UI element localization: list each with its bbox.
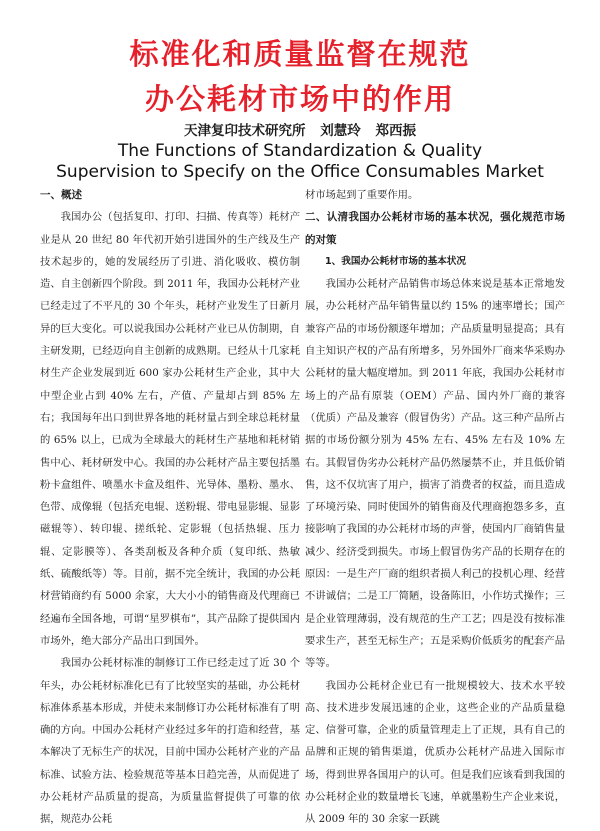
paragraph: 我国办公耗材标准的制修订工作已经走过了近 30 个年头，办公耗材标准化已有了比较坚实的基础，办公耗材标准体系基本形成，并使未来制修订办公耗材标准有了明确的方向。中国办公耗材产业经过多年的打造和经营，基本解决了无标生产的状况，目前中国办公耗材产业的产品标准、试验方法、检验规范等基本日趋完善，从而促进了办公耗材产品质量的提高，为质量监督提供了可靠的依据，规范办公耗	[40, 657, 300, 826]
paragraph-continuation: 材市场起到了重要作用。	[305, 189, 419, 201]
title-line-2: 办公耗材市场中的作用	[144, 82, 455, 116]
subsection-heading: 1、我国办公耗材市场的基本状况	[325, 255, 466, 267]
title-line-1: 标准化和质量监督在规范	[129, 37, 471, 71]
institute: 天津复印技术研究所	[184, 123, 306, 139]
paragraph: 我国办公耗材产品销售市场总体来说是基本正常地发展，办公耗材产品年销售量以约 15% 的速率增长；国产兼容产品的市场份额逐年增加；产品质量明显提高；具有自主知识产权的产品有所增多，另外国外厂商来华采购办公耗材的量大幅度增加。到 2011 年底，我国办公耗材市场上的产品有原装（OEM）产品、国内外厂商的兼容（优质）产品及兼容（假冒伪劣）产品。这三种产品所占据的市场份额分别为 45% 左右、45% 左右及 10% 左右。其假冒伪劣办公耗材产品仍然屡禁不止，并且低价销售，这不仅坑害了用户，损害了消费者的权益，而且造成了环境污染、同时使国外的销售商及代理商抱怨多多，直接影响了我国的办公耗材市场的声誉，使国内厂商销售量减少、经济受到损失。市场上假冒伪劣产品的长期存在的原因：一是生产厂商的组织者损人利己的投机心理、经营不讲诚信；二是工厂简陋，设备陈旧，小作坊式操作；三是企业管理薄弱，没有规范的生产工艺；四是没有按标准要求生产，甚至无标生产；五是采购价低质劣的配套产品等等。	[305, 278, 565, 670]
right-column	[305, 184, 565, 826]
paragraph: 我国办公（包括复印、打印、扫描、传真等）耗材产业是从 20 世纪 80 年代初开始引进国外的生产线及生产技术起步的，她的发展经历了引进、消化吸收、模仿制造、自主创新四个阶段。到 2011 年，我国办公耗材产业已经走过了不平凡的 30 个年头，耗材产业发生了日新月异的巨大变化。可以说我国办公耗材产业已从仿制期，自主研发期，已经迈向自主创新的成熟期。已经从十几家耗材生产企业发展到近 600 家办公耗材生产企业，其中大中型企业占到 40% 左右，产值、产量却占到 85% 左右；我国每年出口到世界各地的耗材量占到全球总耗材量的 65% 以上，已成为全球最大的耗材生产基地和耗材销售中心、耗材研发中心。我国的办公耗材产品主要包括墨粉卡盒组件、喷墨水卡盒及组件、光导体、墨粉、墨水、色带、成像辊（包括充电辊、送粉辊、带电显影辊、显影磁辊等）、转印辊、搓纸轮、定影辊（包括热辊、压力辊、定影膜等）、各类刮板及各种介质（复印纸、热敏纸、硫酸纸等）等。目前，据不完全统计，我国的办公耗材营销商约有 5000 余家，大大小小的销售商及代理商已经遍布全国各地，可谓“星罗棋布”，其产品除了提供国内市场外，绝大部分产品出口到国外。	[40, 211, 300, 647]
section-heading-overview: 一、概述	[40, 189, 82, 201]
english-title-line-2: Supervision to Specify on the Office Consumables Market	[56, 162, 544, 182]
paragraph: 我国办公耗材企业已有一批规模较大、技术水平较高、技术进步发展迅速的企业，这些企业的产品质量稳定、信誉可靠，企业的质量管理走上了正规，具有自己的品牌和正规的销售渠道，优质办公耗材产品进入国际市场，得到世界各国用户的认可。但是我们应该看到我国的办公耗材企业的数量增长飞速，单就墨粉生产企业来说，从 2009 年的 30 余家一跃跳	[305, 679, 565, 826]
author-2: 郑西振	[375, 123, 416, 139]
english-title-line-1: The Functions of Standardization & Quality	[117, 141, 483, 161]
section-heading-market: 二、认清我国办公耗材市场的基本状况，强化规范市场的对策	[305, 211, 565, 246]
author-line	[0, 119, 600, 139]
author-1: 刘慧玲	[320, 123, 361, 139]
left-column	[40, 184, 300, 826]
